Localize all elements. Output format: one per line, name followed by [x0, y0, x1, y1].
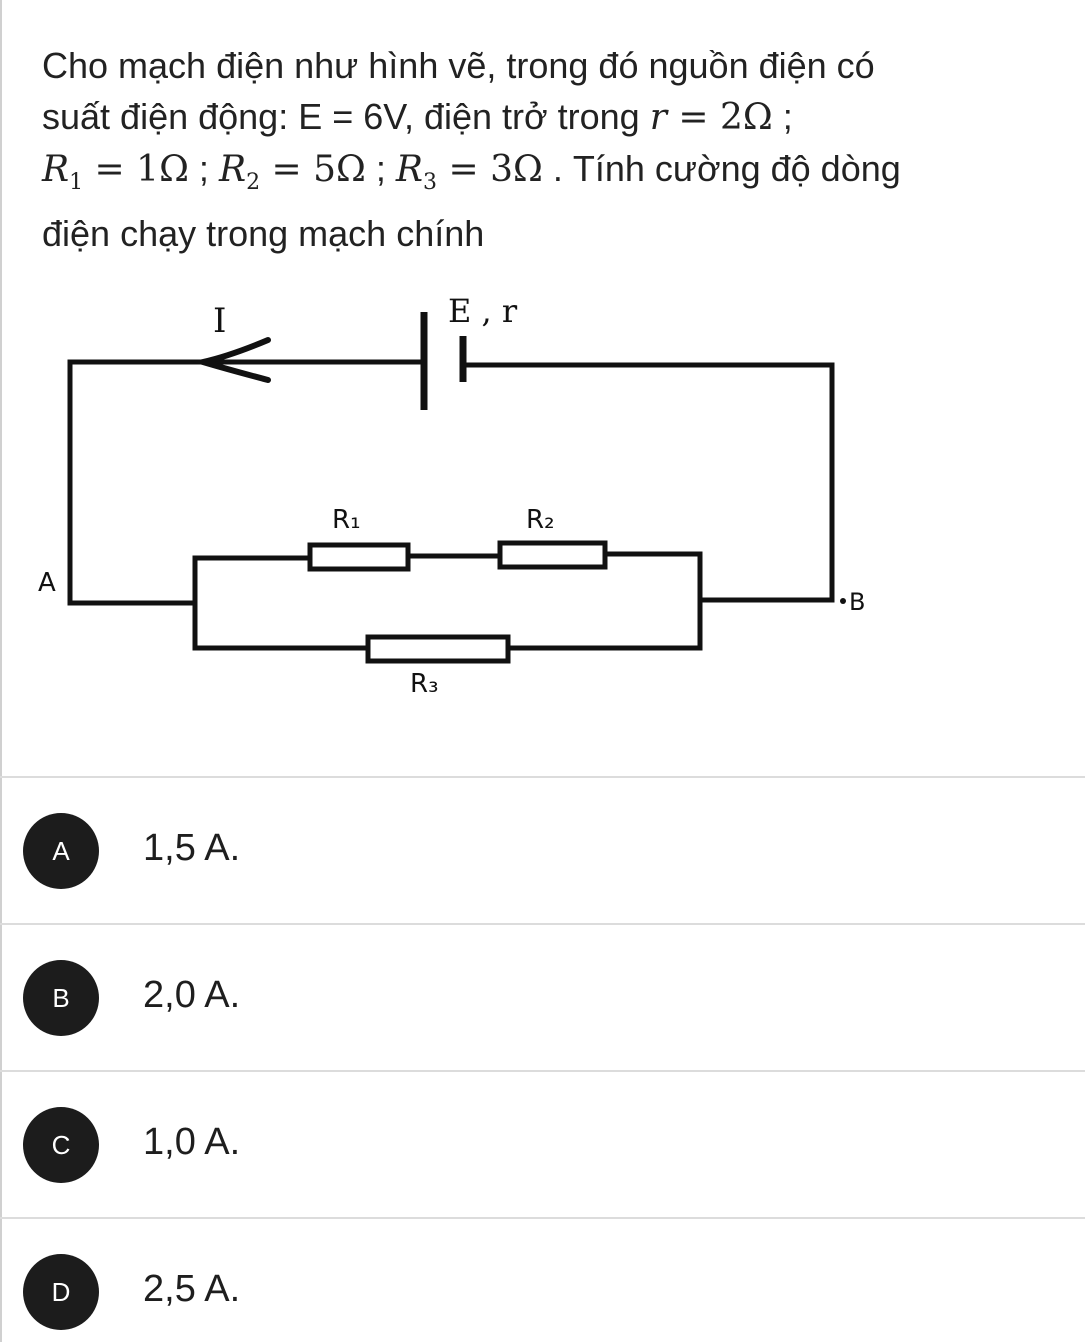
answer-options [0, 776, 1085, 1342]
semicolon: ; [365, 148, 386, 189]
r1-value: = 1Ω [83, 149, 189, 190]
node-b-label: B [849, 588, 866, 616]
r3-symbol: R [395, 149, 424, 190]
emf-text: suất điện động: E = 6V, điện trở trong [42, 96, 650, 137]
r-symbol: r [649, 97, 667, 138]
r2-subscript: 2 [246, 170, 261, 195]
r3-value: = 3Ω [437, 149, 543, 190]
r3-subscript: 3 [423, 170, 438, 195]
lower-branch-wire [195, 603, 368, 648]
option-d-text: 2,5 A. [143, 1268, 241, 1310]
question-text [42, 40, 1072, 259]
r1-label: R₁ [332, 505, 361, 535]
semicolon: ; [188, 148, 209, 189]
option-d-badge: D [23, 1254, 99, 1330]
option-c-text: 1,0 A. [143, 1121, 241, 1163]
current-label: I [213, 301, 227, 341]
r3-label: R₃ [410, 669, 439, 699]
question-line-2 [42, 91, 1072, 143]
circuit-diagram [0, 280, 1085, 720]
r1-subscript: 1 [69, 170, 84, 195]
node-a-label: A [38, 568, 56, 598]
r2-label: R₂ [526, 505, 555, 535]
option-a[interactable] [0, 776, 1085, 923]
resistor-r2 [500, 543, 605, 567]
question-tail: . Tính cường độ dòng [542, 148, 901, 189]
question-line-4: điện chạy trong mạch chính [42, 213, 485, 254]
option-c[interactable] [0, 1070, 1085, 1217]
option-b-text: 2,0 A. [143, 974, 241, 1016]
option-a-text: 1,5 A. [143, 827, 241, 869]
option-c-badge: C [23, 1107, 99, 1183]
semicolon: ; [772, 96, 793, 137]
node-b-dot [840, 598, 846, 604]
source-label: E , r [448, 292, 518, 330]
question-line-1: Cho mạch điện như hình vẽ, trong đó nguồn điện có [42, 45, 875, 86]
r2-value: = 5Ω [260, 149, 366, 190]
resistor-r3 [368, 637, 508, 661]
r2-symbol: R [218, 149, 247, 190]
option-b[interactable] [0, 923, 1085, 1070]
option-d[interactable] [0, 1217, 1085, 1342]
resistor-r1 [310, 545, 408, 569]
r1-symbol: R [42, 149, 70, 190]
option-b-badge: B [23, 960, 99, 1036]
upper-branch-wire [195, 558, 310, 603]
r-value: = 2Ω [666, 97, 773, 138]
option-a-badge: A [23, 813, 99, 889]
question-line-3 [42, 143, 1072, 208]
